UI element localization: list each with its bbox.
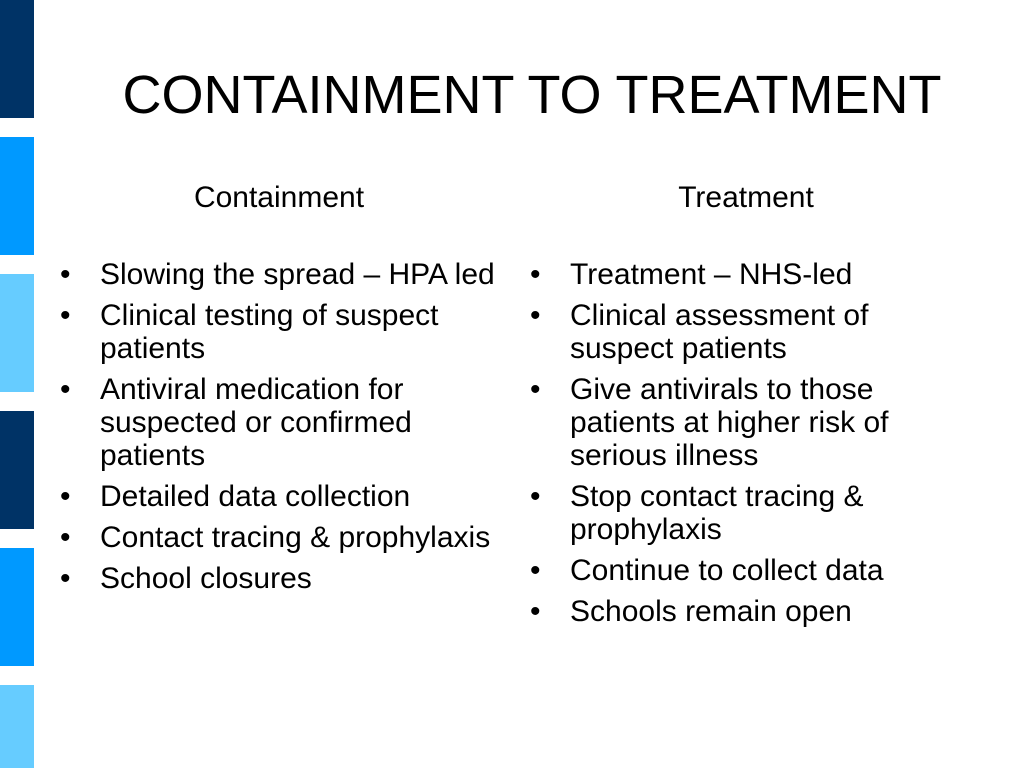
- treatment-column: [526, 178, 966, 636]
- bullet-item: [56, 480, 502, 513]
- bullet-item: [526, 554, 966, 587]
- bullet-text: Detailed data collection: [100, 480, 411, 513]
- bullet-item: [56, 521, 502, 554]
- bullet-text: Contact tracing & prophylaxis: [100, 521, 491, 554]
- stripe-segment: [0, 274, 34, 392]
- stripe-segment: [0, 137, 34, 255]
- bullet-text: Continue to collect data: [570, 554, 884, 587]
- bullet-icon: •: [530, 595, 541, 628]
- bullet-icon: •: [60, 299, 71, 332]
- bullet-icon: •: [530, 258, 541, 291]
- treatment-bullet-list: [526, 258, 966, 628]
- stripe-segment: [0, 685, 34, 768]
- bullet-text: Give antivirals to those patients at higher risk of serious illness: [570, 373, 889, 472]
- bullet-item: [56, 562, 502, 595]
- bullet-icon: •: [60, 480, 71, 513]
- bullet-item: [56, 373, 502, 472]
- bullet-text: Slowing the spread – HPA led: [100, 258, 495, 291]
- bullet-text: Stop contact tracing & prophylaxis: [570, 480, 864, 546]
- stripe-segment: [0, 411, 34, 529]
- stripe-segment: [0, 0, 34, 118]
- containment-heading: Containment: [193, 181, 365, 214]
- bullet-icon: •: [530, 480, 541, 513]
- bullet-item: [56, 299, 502, 365]
- bullet-text: Clinical assessment of suspect patients: [570, 299, 869, 365]
- bullet-item: [526, 480, 966, 546]
- bullet-item: [526, 373, 966, 472]
- bullet-icon: •: [530, 373, 541, 406]
- bullet-text: Schools remain open: [570, 595, 852, 628]
- bullet-icon: •: [60, 258, 71, 291]
- treatment-heading: Treatment: [678, 181, 814, 214]
- bullet-text: School closures: [100, 562, 312, 595]
- bullet-text: Clinical testing of suspect patients: [100, 299, 439, 365]
- stripe-segment: [0, 548, 34, 666]
- bullet-item: [56, 258, 502, 291]
- bullet-icon: •: [530, 299, 541, 332]
- bullet-text: Antiviral medication for suspected or confirmed patients: [100, 373, 412, 472]
- containment-column: [56, 178, 502, 603]
- bullet-item: [526, 299, 966, 365]
- bullet-text: Treatment – NHS-led: [570, 258, 853, 291]
- side-decoration-stripe: [0, 0, 34, 768]
- bullet-icon: •: [60, 373, 71, 406]
- bullet-item: [526, 595, 966, 628]
- containment-bullet-list: [56, 258, 502, 595]
- slide-title: CONTAINMENT TO TREATMENT: [122, 65, 942, 125]
- bullet-icon: •: [60, 562, 71, 595]
- bullet-icon: •: [60, 521, 71, 554]
- bullet-icon: •: [530, 554, 541, 587]
- bullet-item: [526, 258, 966, 291]
